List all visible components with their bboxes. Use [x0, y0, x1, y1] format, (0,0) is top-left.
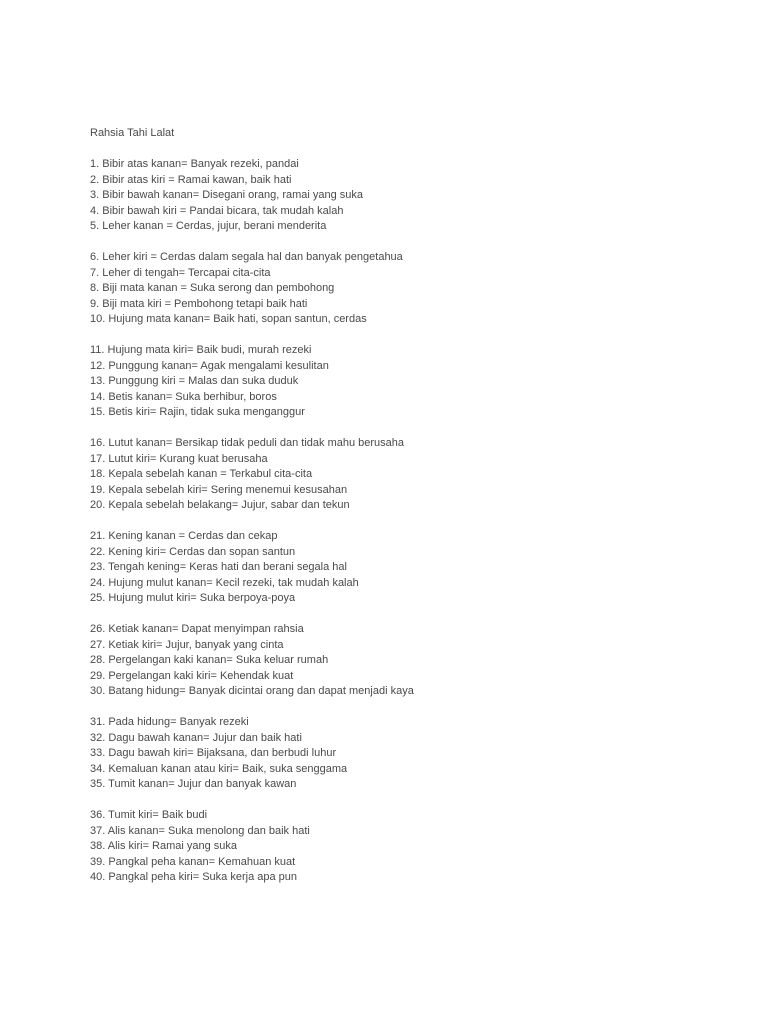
- list-item: 40. Pangkal peha kiri= Suka kerja apa pun: [90, 871, 298, 883]
- list-item: 15. Betis kiri= Rajin, tidak suka menganggur: [90, 406, 305, 418]
- list-group: [90, 808, 740, 886]
- list-item: 23. Tengah kening= Keras hati dan berani segala hal: [90, 561, 347, 573]
- list-item: 19. Kepala sebelah kiri= Sering menemui kesusahan: [90, 483, 348, 496]
- list-item: 38. Alis kiri= Ramai yang suka: [90, 840, 238, 852]
- list-item: 18. Kepala sebelah kanan = Terkabul cita-cita: [90, 468, 313, 480]
- list-group: [90, 343, 740, 421]
- list-item: 29. Pergelangan kaki kiri= Kehendak kuat: [90, 669, 294, 682]
- list-item: 31. Pada hidung= Banyak rezeki: [90, 716, 249, 728]
- list-group: [90, 715, 740, 793]
- list-item: 30. Batang hidung= Banyak dicintai orang dan dapat menjadi kaya: [90, 685, 414, 697]
- list-item: 33. Dagu bawah kiri= Bijaksana, dan berbudi luhur: [90, 747, 337, 759]
- list-group: [90, 157, 740, 235]
- list-item: 3. Bibir bawah kanan= Disegani orang, ramai yang suka: [90, 189, 364, 201]
- list-item: 32. Dagu bawah kanan= Jujur dan baik hati: [90, 731, 302, 744]
- list-item: 36. Tumit kiri= Baik budi: [90, 809, 208, 821]
- list-group: [90, 622, 740, 700]
- document-title: Rahsia Tahi Lalat: [90, 127, 175, 139]
- list-group: [90, 250, 740, 328]
- list-item: 6. Leher kiri = Cerdas dalam segala hal dan banyak pengetahua: [90, 251, 403, 263]
- list-item: 22. Kening kiri= Cerdas dan sopan santun: [90, 545, 296, 558]
- list-item: 26. Ketiak kanan= Dapat menyimpan rahsia: [90, 623, 304, 635]
- list-item: 35. Tumit kanan= Jujur dan banyak kawan: [90, 778, 297, 790]
- list-item: 28. Pergelangan kaki kanan= Suka keluar rumah: [90, 654, 329, 666]
- list-group: [90, 436, 740, 514]
- list-item: 11. Hujung mata kiri= Baik budi, murah rezeki: [90, 344, 312, 356]
- list-item: 34. Kemaluan kanan atau kiri= Baik, suka senggama: [90, 762, 348, 775]
- list-item: 1. Bibir atas kanan= Banyak rezeki, pandai: [90, 158, 299, 170]
- list-item: 20. Kepala sebelah belakang= Jujur, sabar dan tekun: [90, 499, 350, 511]
- list-item: 39. Pangkal peha kanan= Kemahuan kuat: [90, 855, 296, 868]
- list-item: 27. Ketiak kiri= Jujur, banyak yang cinta: [90, 638, 284, 651]
- list-group: [90, 529, 740, 607]
- list-item: 17. Lutut kiri= Kurang kuat berusaha: [90, 452, 268, 465]
- list-item: 14. Betis kanan= Suka berhibur, boros: [90, 390, 277, 403]
- list-item: 7. Leher di tengah= Tercapai cita-cita: [90, 266, 271, 279]
- list-item: 21. Kening kanan = Cerdas dan cekap: [90, 530, 278, 542]
- list-item: 24. Hujung mulut kanan= Kecil rezeki, tak mudah kalah: [90, 576, 359, 589]
- list-item: 2. Bibir atas kiri = Ramai kawan, baik hati: [90, 173, 292, 186]
- list-item: 16. Lutut kanan= Bersikap tidak peduli dan tidak mahu berusaha: [90, 437, 405, 449]
- list-item: 13. Punggung kiri = Malas dan suka duduk: [90, 375, 299, 387]
- list-item: 12. Punggung kanan= Agak mengalami kesulitan: [90, 359, 329, 372]
- list-item: 37. Alis kanan= Suka menolong dan baik hati: [90, 824, 310, 837]
- document-page: [90, 126, 740, 886]
- list-item: 25. Hujung mulut kiri= Suka berpoya-poya: [90, 592, 296, 604]
- list-item: 10. Hujung mata kanan= Baik hati, sopan santun, cerdas: [90, 313, 367, 325]
- list-item: 8. Biji mata kanan = Suka serong dan pembohong: [90, 282, 335, 294]
- list-item: 9. Biji mata kiri = Pembohong tetapi baik hati: [90, 297, 308, 310]
- list-item: 5. Leher kanan = Cerdas, jujur, berani menderita: [90, 220, 327, 232]
- list-item: 4. Bibir bawah kiri = Pandai bicara, tak mudah kalah: [90, 204, 344, 217]
